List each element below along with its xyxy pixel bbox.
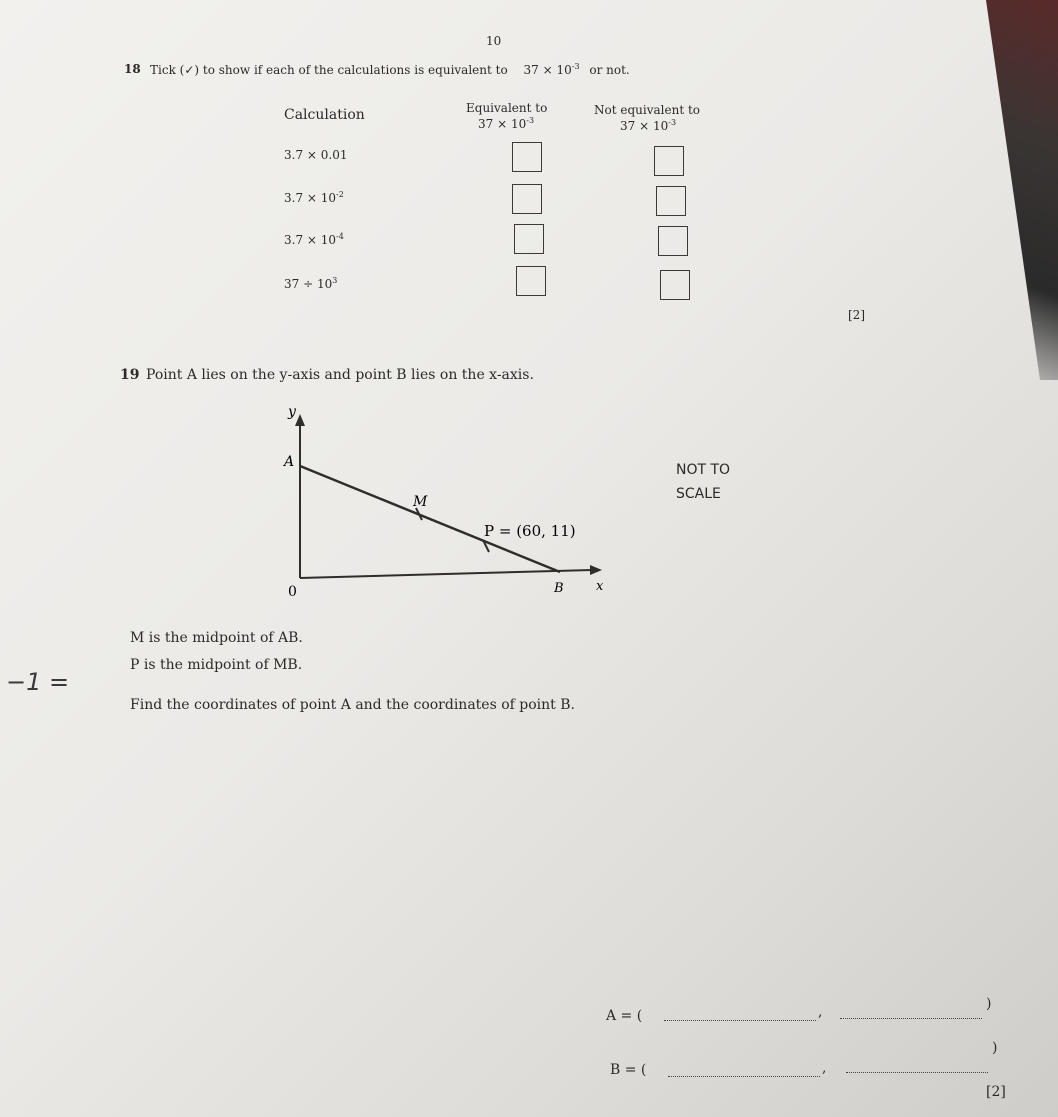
row-1-equivalent-checkbox[interactable] xyxy=(512,142,542,172)
calc-row-3 xyxy=(284,232,344,247)
q18-number: 18 xyxy=(124,62,141,76)
q19-diagram xyxy=(270,400,630,610)
col-not-equivalent-exp: -3 xyxy=(668,118,677,127)
answer-a-label: A = ( xyxy=(606,1008,643,1024)
y-axis-label: y xyxy=(288,404,296,420)
q19-number: 19 xyxy=(120,367,140,383)
row-4-not-equivalent-checkbox[interactable] xyxy=(660,270,690,300)
answer-a-y-field[interactable] xyxy=(840,1018,982,1019)
answer-b-comma: , xyxy=(822,1060,827,1076)
calc-row-4-text: 37 ÷ 10 xyxy=(284,277,333,291)
row-2-not-equivalent-checkbox[interactable] xyxy=(656,186,686,216)
col-equivalent-header-line1: Equivalent to xyxy=(466,101,548,115)
q19-marks: [2] xyxy=(986,1084,1006,1100)
point-m-label: M xyxy=(413,494,428,510)
row-2-equivalent-checkbox[interactable] xyxy=(512,184,542,214)
q18-prompt xyxy=(150,62,630,77)
y-axis-arrow xyxy=(295,414,305,426)
col-not-equivalent-header-line1: Not equivalent to xyxy=(594,103,700,117)
origin-label: 0 xyxy=(288,584,297,600)
x-axis-label: x xyxy=(596,579,604,594)
answer-a-comma: , xyxy=(818,1004,823,1020)
x-axis-arrow xyxy=(590,565,602,575)
row-4-equivalent-checkbox[interactable] xyxy=(516,266,546,296)
calc-row-4 xyxy=(284,276,337,291)
calc-row-2 xyxy=(284,190,344,205)
answer-b-label: B = ( xyxy=(610,1062,647,1078)
q18-suffix: or not. xyxy=(589,63,630,77)
col-equivalent-expr: 37 × 10 xyxy=(478,117,527,131)
row-1-not-equivalent-checkbox[interactable] xyxy=(654,146,684,176)
col-equivalent-exp: -3 xyxy=(526,116,535,125)
q19-prompt: Point A lies on the y-axis and point B lies on the x-axis. xyxy=(146,367,534,383)
answer-b-y-field[interactable] xyxy=(846,1072,988,1073)
q19-fact-2: P is the midpoint of MB. xyxy=(130,657,303,673)
row-3-equivalent-checkbox[interactable] xyxy=(514,224,544,254)
calc-row-3-text: 3.7 × 10 xyxy=(284,233,337,247)
col-equivalent-header-line2 xyxy=(478,116,534,131)
calc-row-1 xyxy=(284,148,348,162)
q18-marks: [2] xyxy=(848,308,865,322)
q18-target-exp: -3 xyxy=(571,62,580,71)
col-not-equivalent-header-line2 xyxy=(620,118,676,133)
point-a-label: A xyxy=(284,454,295,470)
not-to-scale-line1: NOT TO xyxy=(676,462,731,478)
answer-a-x-field[interactable] xyxy=(664,1020,816,1021)
q19-fact-1: M is the midpoint of AB. xyxy=(130,630,303,646)
line-ab xyxy=(300,466,560,572)
answer-a-close: ) xyxy=(986,996,992,1012)
calc-row-1-text: 3.7 × 0.01 xyxy=(284,148,348,162)
not-to-scale-line2: SCALE xyxy=(676,486,721,502)
calc-row-2-exp: -2 xyxy=(336,190,344,199)
q19-instruction: Find the coordinates of point A and the coordinates of point B. xyxy=(130,697,575,713)
q18-prompt-text: Tick (✓) to show if each of the calculations is equivalent to xyxy=(150,63,508,77)
col-calculation-header: Calculation xyxy=(284,107,365,123)
point-p-label: P = (60, 11) xyxy=(484,522,576,540)
photo-background-corner xyxy=(938,0,1058,380)
q18-target: 37 × 10 xyxy=(523,63,572,77)
point-b-label: B xyxy=(554,581,564,596)
col-not-equivalent-expr: 37 × 10 xyxy=(620,119,669,133)
answer-b-close: ) xyxy=(992,1040,998,1056)
answer-b-x-field[interactable] xyxy=(668,1076,820,1077)
calc-row-4-exp: 3 xyxy=(332,276,338,285)
handwritten-note: −1 = xyxy=(6,668,70,696)
row-3-not-equivalent-checkbox[interactable] xyxy=(658,226,688,256)
calc-row-2-text: 3.7 × 10 xyxy=(284,191,337,205)
page-number: 10 xyxy=(486,34,502,48)
x-axis xyxy=(300,570,592,578)
calc-row-3-exp: -4 xyxy=(336,232,344,241)
